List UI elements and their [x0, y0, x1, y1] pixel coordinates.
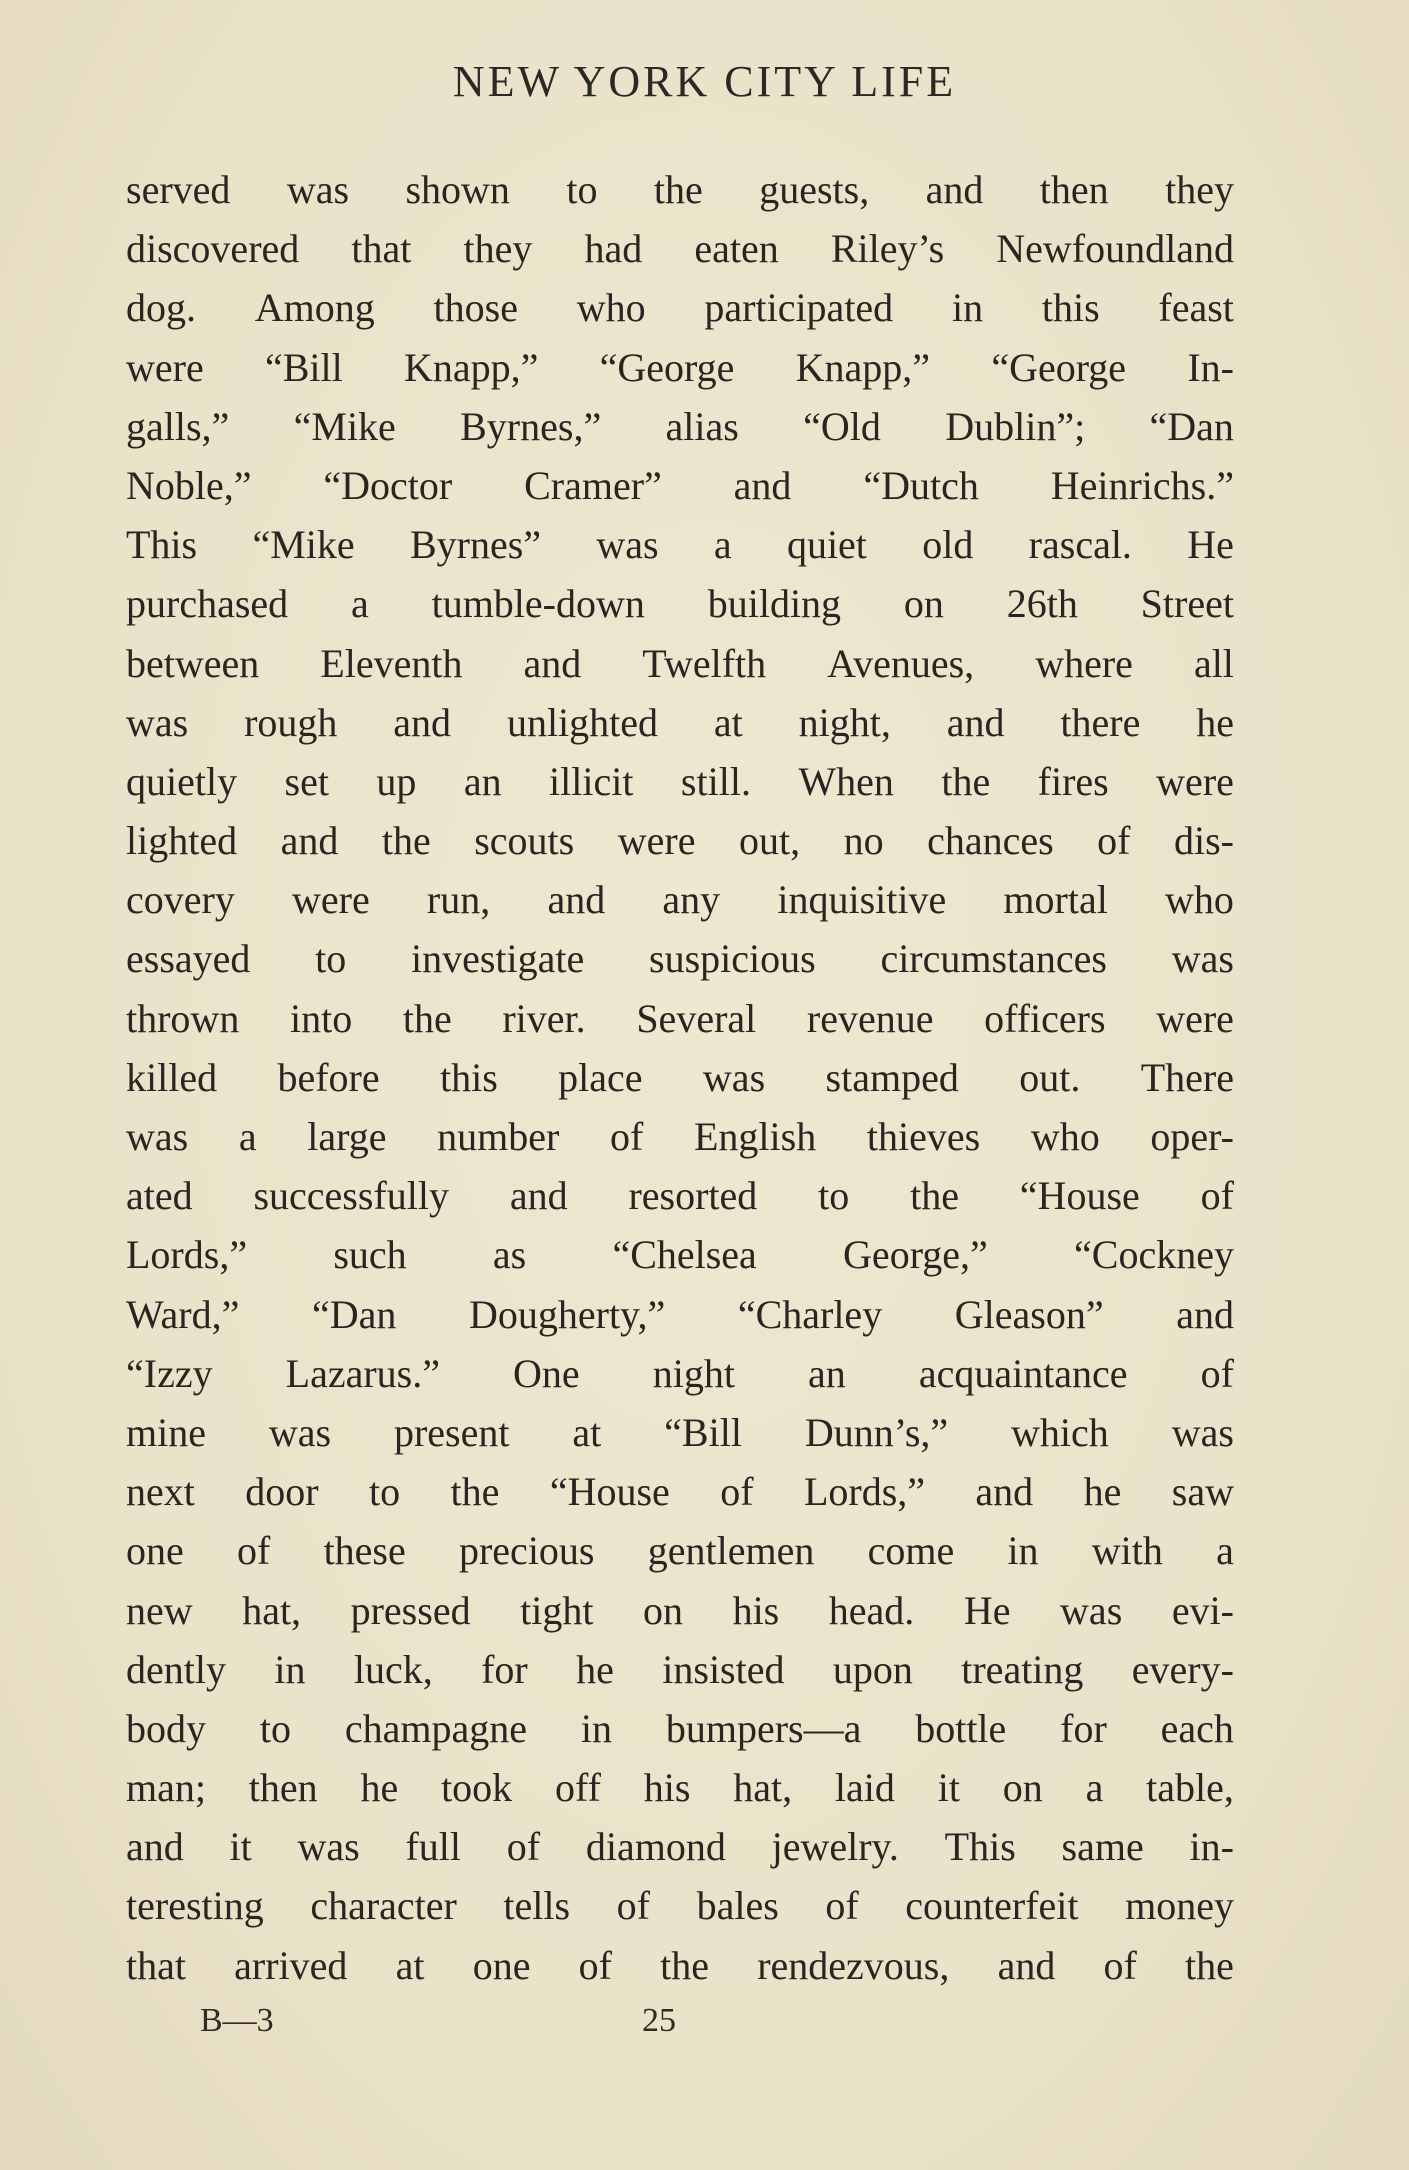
word: “Izzy	[126, 1350, 213, 1396]
word: “Cockney	[1074, 1232, 1234, 1278]
word: unlighted	[506, 699, 659, 745]
text-line	[126, 989, 1234, 1048]
word: any	[662, 877, 721, 923]
word: his	[732, 1587, 780, 1633]
word: the	[910, 1173, 959, 1219]
word: Lords,”	[803, 1469, 926, 1515]
text-line	[126, 397, 1234, 456]
word: Dublin”;	[945, 403, 1086, 449]
word: dog.	[126, 285, 196, 331]
word: in	[274, 1646, 306, 1692]
word: were	[1156, 995, 1234, 1041]
word: before	[277, 1054, 380, 1100]
word: they	[1165, 167, 1234, 212]
word: He	[1187, 522, 1234, 568]
word: “Bill	[264, 344, 343, 390]
word: in	[580, 1705, 612, 1751]
word: “Bill	[664, 1409, 742, 1455]
word: inquisitive	[777, 877, 947, 923]
word: that	[126, 1942, 186, 1988]
word: it	[937, 1765, 960, 1811]
word: evi-	[1171, 1587, 1234, 1633]
word: “Mike	[293, 403, 396, 449]
word: of	[610, 1114, 644, 1159]
word: Dougherty,”	[468, 1291, 666, 1337]
word: had	[584, 226, 643, 272]
text-line	[126, 1344, 1234, 1403]
word: counterfeit	[905, 1883, 1079, 1929]
word: mine	[126, 1409, 206, 1455]
word: rendezvous,	[757, 1942, 950, 1988]
text-line	[126, 1817, 1234, 1876]
word: 26th	[1006, 581, 1078, 627]
word: pressed	[350, 1587, 471, 1633]
word: Newfoundland	[996, 226, 1234, 272]
word: up	[376, 758, 417, 804]
word: building	[707, 581, 842, 627]
text-line	[126, 929, 1234, 988]
word: rough	[244, 699, 338, 745]
word: to	[566, 167, 598, 212]
word: oper-	[1150, 1114, 1234, 1159]
word: officers	[984, 995, 1106, 1041]
word: set	[284, 758, 329, 804]
word: old	[922, 522, 974, 568]
word: one	[472, 1942, 531, 1988]
word: quiet	[786, 522, 867, 568]
word: revenue	[806, 995, 934, 1041]
word: quietly	[126, 758, 238, 804]
word: hat,	[733, 1765, 793, 1811]
word: killed	[126, 1054, 218, 1100]
word: to	[818, 1173, 850, 1219]
word: This	[126, 522, 198, 568]
text-line	[126, 1699, 1234, 1758]
word: who	[1165, 877, 1234, 923]
word: of	[237, 1528, 271, 1574]
word: In-	[1187, 344, 1234, 390]
word: discovered	[126, 226, 300, 272]
word: his	[643, 1765, 691, 1811]
word: all	[1193, 640, 1234, 686]
page-number: 25	[642, 2002, 676, 2039]
word: dently	[126, 1646, 226, 1692]
word: on	[643, 1587, 684, 1633]
word: were	[126, 344, 204, 390]
word: one	[126, 1528, 184, 1574]
signature-mark: B—3	[200, 2002, 274, 2039]
word: of	[616, 1883, 650, 1929]
word: a	[238, 1114, 257, 1159]
word: “House	[1019, 1173, 1140, 1219]
word: and	[733, 462, 792, 508]
word: tells	[503, 1883, 571, 1929]
word: they	[463, 226, 533, 272]
word: of	[506, 1824, 541, 1870]
text-line	[126, 1166, 1234, 1225]
word: a	[1085, 1765, 1104, 1811]
body-text	[126, 160, 1234, 1995]
word: scouts	[474, 818, 575, 864]
word: body	[126, 1705, 206, 1751]
word: in	[1007, 1528, 1039, 1574]
word: bottle	[915, 1705, 1007, 1751]
word: were	[617, 818, 696, 864]
text-line	[126, 1107, 1234, 1166]
word: with	[1091, 1528, 1163, 1574]
word: number	[437, 1114, 560, 1159]
word: he	[576, 1646, 614, 1692]
word: lighted	[126, 818, 238, 864]
word: He	[963, 1587, 1011, 1633]
word: these	[323, 1528, 406, 1574]
word: hat,	[242, 1587, 302, 1633]
word: the	[653, 167, 703, 212]
word: was	[1171, 936, 1234, 982]
word: “George	[991, 344, 1127, 390]
word: he	[360, 1765, 399, 1811]
word: and	[925, 167, 984, 212]
word: fires	[1037, 758, 1109, 804]
word: This	[944, 1824, 1016, 1870]
word: bales	[696, 1883, 779, 1929]
word: who	[1030, 1114, 1100, 1159]
word: he	[1083, 1469, 1122, 1515]
text-line	[126, 515, 1234, 574]
word: Knapp,”	[795, 344, 931, 390]
word: of	[1200, 1173, 1234, 1219]
word: into	[289, 995, 353, 1041]
word: this	[1041, 285, 1100, 331]
word: was	[126, 1114, 189, 1159]
word: Avenues,	[827, 640, 975, 686]
word: he	[1196, 699, 1234, 745]
word: were	[292, 877, 370, 923]
word: which	[1011, 1409, 1109, 1455]
word: dis-	[1174, 818, 1234, 864]
word: tight	[520, 1587, 594, 1633]
word: to	[259, 1705, 291, 1751]
word: as	[492, 1232, 527, 1278]
word: were	[1156, 758, 1234, 804]
word: large	[307, 1114, 387, 1159]
word: such	[333, 1232, 407, 1278]
running-head: NEW YORK CITY LIFE	[452, 57, 957, 106]
word: “Dutch	[863, 462, 979, 508]
word: was	[1171, 1409, 1234, 1455]
word: off	[555, 1765, 601, 1811]
word: “Old	[803, 403, 881, 449]
word: and	[523, 640, 582, 686]
word: an	[808, 1350, 846, 1396]
word: Eleventh	[320, 640, 463, 686]
word: there	[1060, 699, 1141, 745]
word: man;	[126, 1765, 206, 1811]
word: Riley’s	[830, 226, 945, 272]
word: to	[315, 936, 347, 982]
word: out,	[738, 818, 801, 864]
word: illicit	[549, 758, 634, 804]
text-line	[126, 1403, 1234, 1462]
word: then	[248, 1765, 318, 1811]
word: “Charley	[737, 1291, 883, 1337]
word: for	[481, 1646, 528, 1692]
word: “Mike	[252, 522, 355, 568]
word: and	[975, 1469, 1034, 1515]
word: circumstances	[880, 936, 1107, 982]
word: Byrnes”	[409, 522, 542, 568]
word: precious	[458, 1528, 595, 1574]
word: the	[660, 1942, 710, 1988]
word: present	[393, 1409, 510, 1455]
word: chances	[927, 818, 1054, 864]
word: laid	[834, 1765, 895, 1811]
text-line	[126, 752, 1234, 811]
word: English	[694, 1114, 817, 1159]
word: Gleason”	[954, 1291, 1104, 1337]
word: between	[126, 640, 260, 686]
word: for	[1060, 1705, 1107, 1751]
text-line	[126, 456, 1234, 515]
word: thrown	[126, 995, 240, 1041]
word: gentlemen	[647, 1528, 815, 1574]
word: teresting	[126, 1883, 264, 1929]
word: Several	[636, 995, 757, 1041]
word: place	[558, 1054, 643, 1100]
word: Twelfth	[642, 640, 767, 686]
word: still.	[680, 758, 751, 804]
word: was	[1060, 1587, 1123, 1633]
word: an	[463, 758, 502, 804]
word: night,	[798, 699, 891, 745]
word: ated	[126, 1173, 193, 1219]
word: of	[825, 1883, 859, 1929]
text-line	[126, 870, 1234, 929]
word: at	[395, 1942, 425, 1988]
word: feast	[1158, 285, 1234, 331]
word: Lazarus.”	[285, 1350, 440, 1396]
word: was	[286, 167, 350, 212]
word: that	[351, 226, 412, 272]
page-footer	[0, 2002, 1409, 2052]
text-line	[126, 1936, 1234, 1995]
word: new	[126, 1587, 193, 1633]
word: and	[1176, 1291, 1234, 1337]
word: rascal.	[1028, 522, 1132, 568]
word: on	[1002, 1765, 1043, 1811]
word: essayed	[126, 936, 251, 982]
word: When	[798, 758, 894, 804]
word: a	[350, 581, 369, 627]
word: upon	[832, 1646, 913, 1692]
word: Ward,”	[126, 1291, 240, 1337]
text-line	[126, 1462, 1234, 1521]
word: alias	[665, 403, 739, 449]
word: and	[126, 1824, 184, 1870]
word: and	[946, 699, 1005, 745]
word: a	[1216, 1528, 1234, 1574]
word: next	[126, 1469, 195, 1515]
word: and	[997, 1942, 1056, 1988]
word: resorted	[628, 1173, 758, 1219]
word: at	[713, 699, 743, 745]
word: money	[1125, 1883, 1234, 1929]
text-line	[126, 219, 1234, 278]
word: tumble-down	[431, 581, 645, 627]
word: bumpers—a	[665, 1705, 862, 1751]
text-line	[126, 1521, 1234, 1580]
text-line	[126, 1581, 1234, 1640]
word: arrived	[234, 1942, 348, 1988]
word: a	[713, 522, 732, 568]
text-line	[126, 160, 1234, 219]
word: insisted	[662, 1646, 785, 1692]
word: those	[433, 285, 518, 331]
word: the	[450, 1469, 500, 1515]
word: and	[393, 699, 452, 745]
word: Heinrichs.”	[1050, 462, 1234, 508]
word: night	[652, 1350, 735, 1396]
word: saw	[1171, 1469, 1234, 1515]
word: the	[402, 995, 452, 1041]
word: come	[867, 1528, 955, 1574]
word: then	[1039, 167, 1109, 212]
word: each	[1160, 1705, 1234, 1751]
word: at	[572, 1409, 602, 1455]
word: the	[381, 818, 431, 864]
word: George,”	[843, 1232, 988, 1278]
word: guests,	[759, 167, 870, 212]
word: and	[509, 1173, 568, 1219]
word: eaten	[694, 226, 779, 272]
word: “George	[599, 344, 735, 390]
word: was	[596, 522, 659, 568]
word: stamped	[825, 1054, 959, 1100]
word: Among	[254, 285, 375, 331]
word: jewelry.	[771, 1824, 899, 1870]
text-line	[126, 693, 1234, 752]
word: “House	[549, 1469, 670, 1515]
text-line	[126, 574, 1234, 633]
word: “Doctor	[323, 462, 453, 508]
word: table,	[1146, 1765, 1234, 1811]
text-line	[126, 1225, 1234, 1284]
word: every-	[1131, 1646, 1234, 1692]
text-line	[126, 634, 1234, 693]
word: Byrnes,”	[460, 403, 602, 449]
text-line	[126, 1048, 1234, 1107]
word: head.	[828, 1587, 915, 1633]
word: shown	[405, 167, 510, 212]
word: the	[1185, 1942, 1234, 1988]
word: was	[702, 1054, 766, 1100]
word: was	[126, 699, 189, 745]
word: river.	[502, 995, 586, 1041]
word: successfully	[253, 1173, 449, 1219]
word: same	[1061, 1824, 1144, 1870]
word: There	[1140, 1054, 1234, 1100]
word: was	[268, 1409, 332, 1455]
word: to	[369, 1469, 401, 1515]
text-line	[126, 1640, 1234, 1699]
word: in	[951, 285, 984, 331]
word: took	[441, 1765, 513, 1811]
word: of	[578, 1942, 612, 1988]
word: of	[1103, 1942, 1137, 1988]
word: door	[245, 1469, 319, 1515]
text-line	[126, 811, 1234, 870]
word: One	[513, 1350, 580, 1396]
word: acquaintance	[918, 1350, 1128, 1396]
word: who	[576, 285, 646, 331]
word: this	[440, 1054, 498, 1100]
word: and	[547, 877, 606, 923]
word: suspicious	[649, 936, 816, 982]
word: Noble,”	[126, 462, 252, 508]
word: treating	[961, 1646, 1084, 1692]
word: covery	[126, 877, 235, 923]
word: served	[126, 167, 231, 212]
word: and	[280, 818, 339, 864]
text-line	[126, 338, 1234, 397]
word: “Chelsea	[612, 1232, 757, 1278]
word: investigate	[411, 936, 585, 982]
word: in-	[1189, 1824, 1234, 1870]
word: the	[941, 758, 991, 804]
word: “Dan	[311, 1291, 397, 1337]
word: luck,	[353, 1646, 433, 1692]
word: purchased	[126, 581, 289, 627]
text-line	[126, 1876, 1234, 1935]
word: Knapp,”	[404, 344, 539, 390]
word: Street	[1140, 581, 1234, 627]
word: galls,”	[126, 403, 230, 449]
word: full	[405, 1824, 462, 1870]
word: of	[720, 1469, 754, 1515]
word: Cramer”	[524, 462, 662, 508]
word: Dunn’s,”	[804, 1409, 949, 1455]
word: was	[297, 1824, 360, 1870]
word: it	[229, 1824, 252, 1870]
word: character	[310, 1883, 457, 1929]
word: “Dan	[1149, 403, 1234, 449]
text-line	[126, 278, 1234, 337]
word: of	[1200, 1350, 1234, 1396]
word: where	[1035, 640, 1133, 686]
word: champagne	[344, 1705, 527, 1751]
word: Lords,”	[126, 1232, 248, 1278]
text-line	[126, 1758, 1234, 1817]
word: thieves	[866, 1114, 981, 1159]
text-line	[126, 1285, 1234, 1344]
word: on	[903, 581, 944, 627]
word: out.	[1019, 1054, 1081, 1100]
word: participated	[704, 285, 894, 331]
word: of	[1097, 818, 1131, 864]
word: no	[843, 818, 884, 864]
word: diamond	[585, 1824, 726, 1870]
word: run,	[426, 877, 491, 923]
word: mortal	[1003, 877, 1108, 923]
